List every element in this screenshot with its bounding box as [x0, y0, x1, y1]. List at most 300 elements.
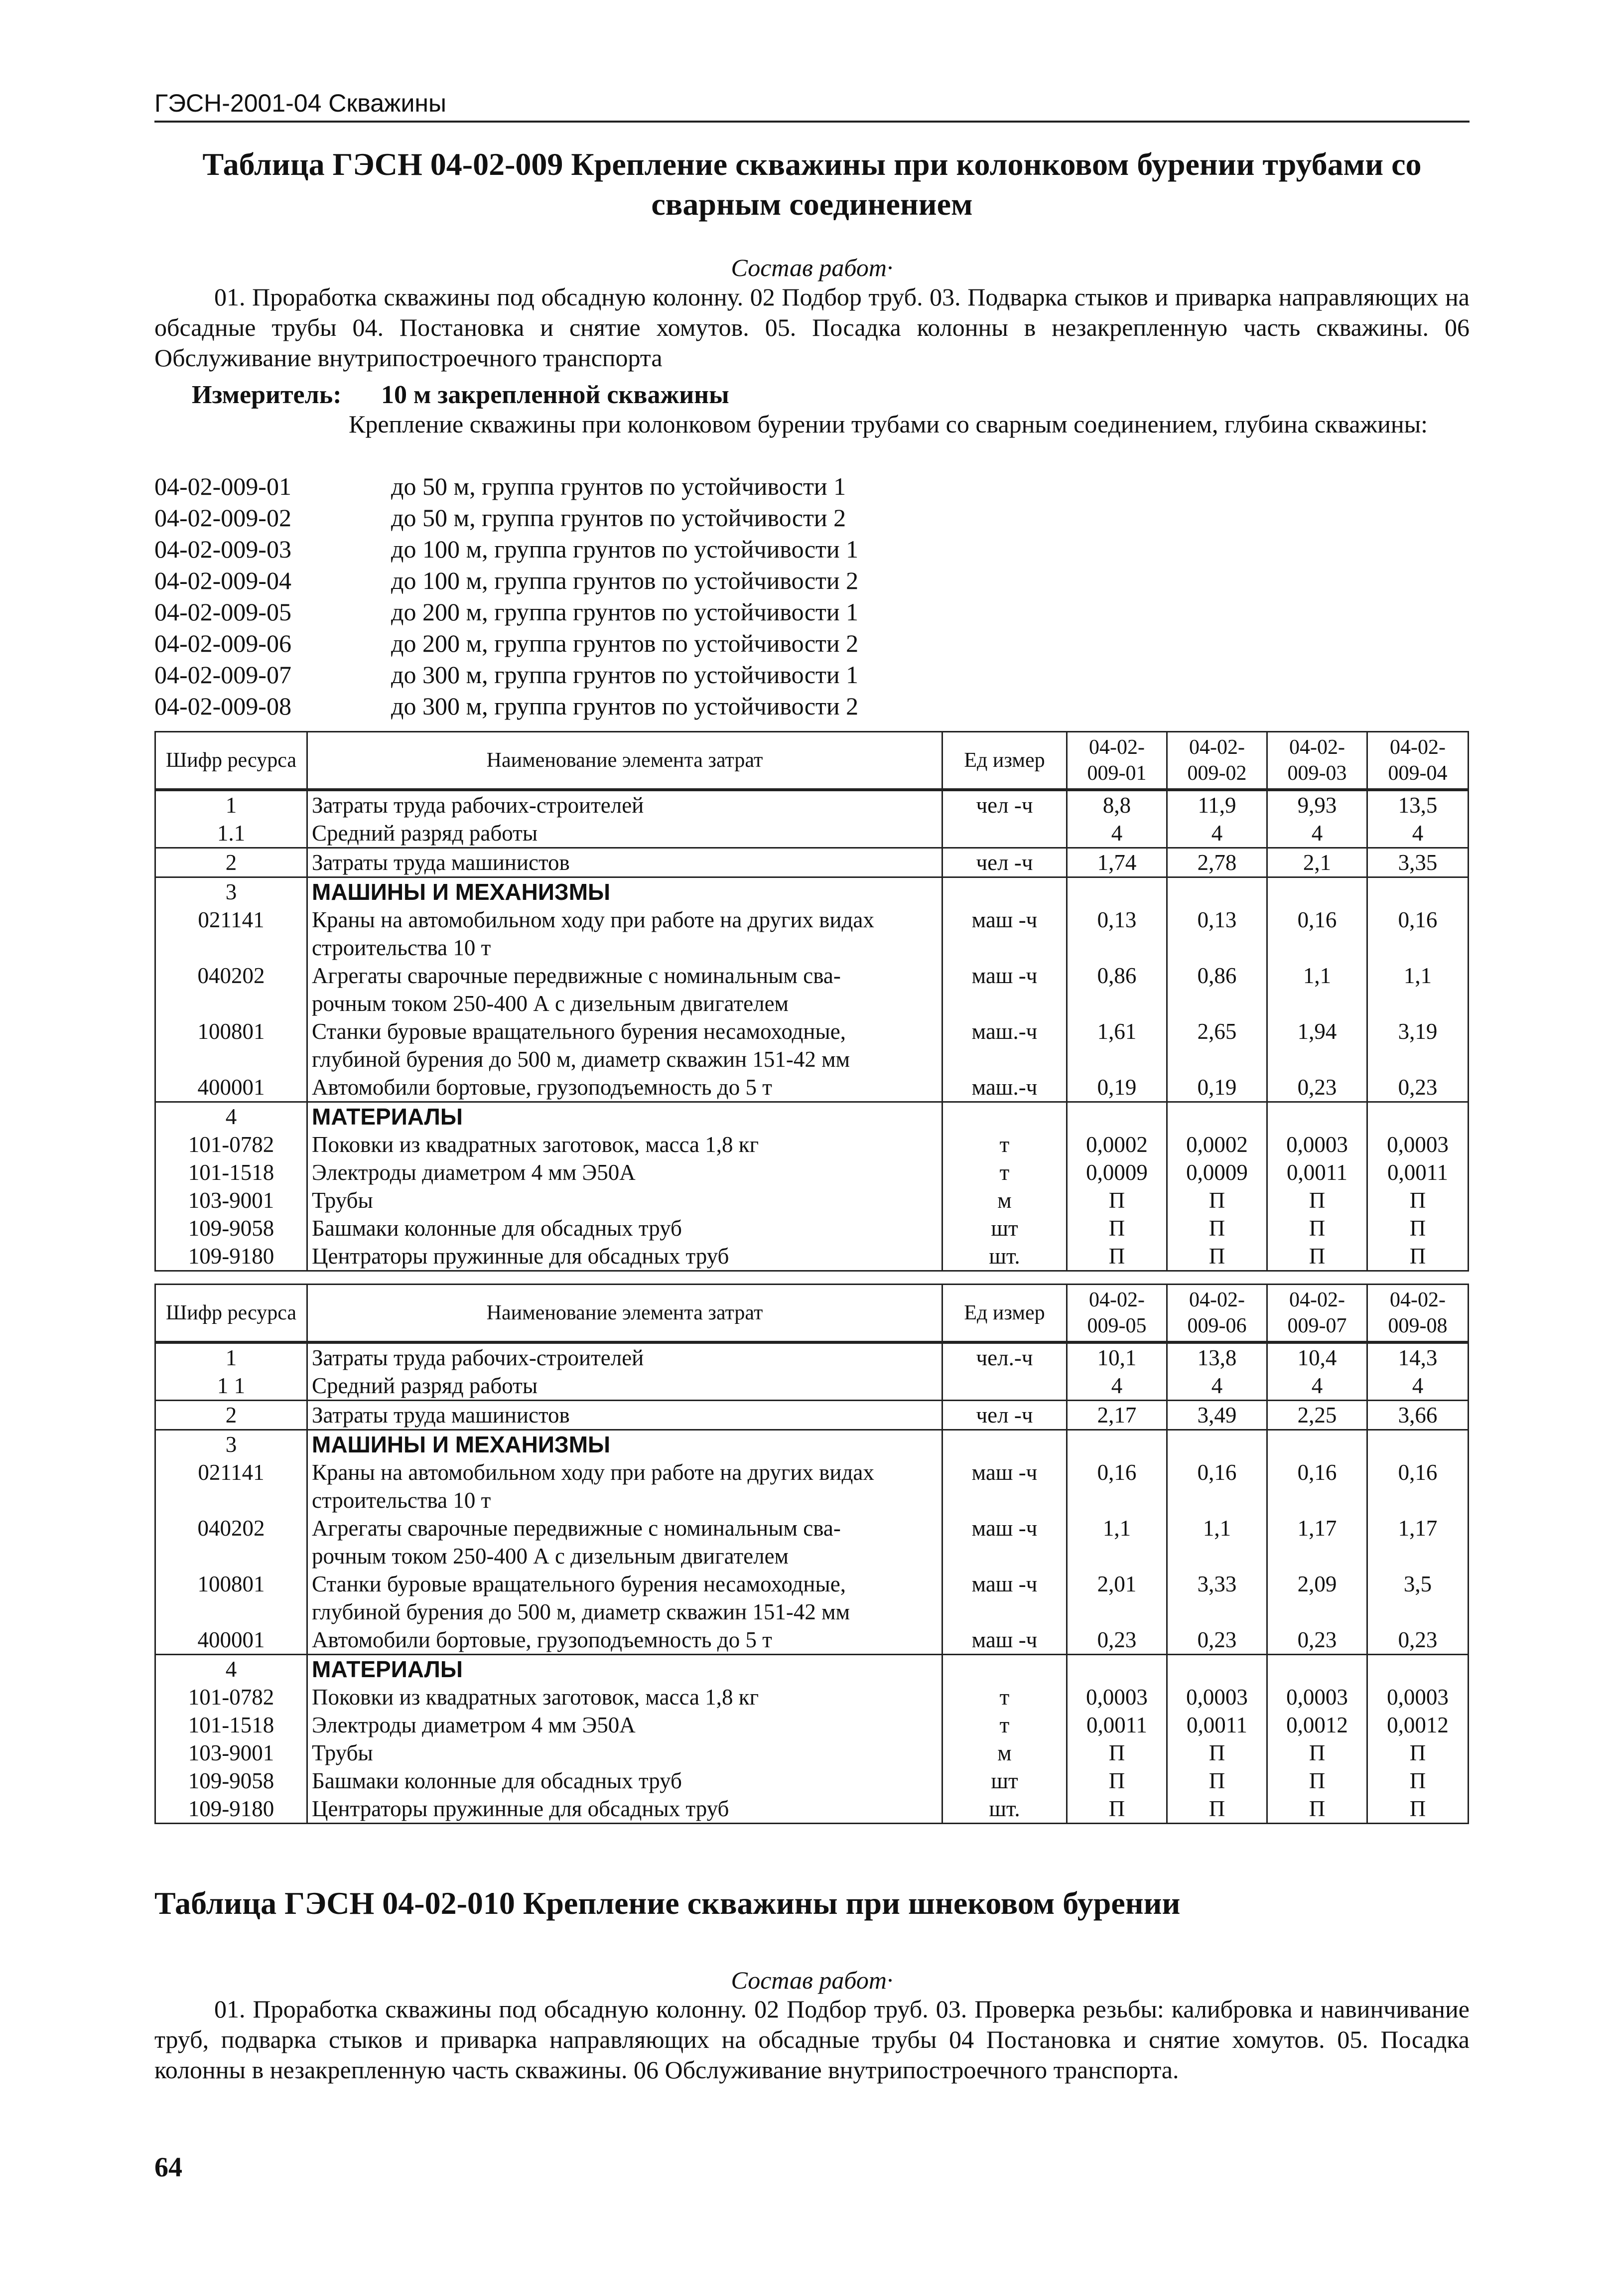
norm-value-cell: 0,16: [1267, 906, 1367, 962]
cost-element-name-line: МАТЕРИАЛЫ: [312, 1656, 463, 1682]
norm-value-cell: 1,1: [1267, 962, 1367, 1017]
norm-value-cell: 4: [1267, 819, 1367, 848]
code-list-item: [154, 596, 858, 628]
cost-element-name-cell: [307, 906, 942, 962]
unit-cell: чел.-ч: [942, 1342, 1067, 1372]
norm-value-cell: 0,0011: [1067, 1711, 1167, 1739]
norm-value-cell: 0,0009: [1067, 1158, 1167, 1186]
resource-code-cell: 109-9180: [155, 1795, 307, 1824]
table-row: [155, 1372, 1469, 1401]
cost-element-name-cell: [307, 790, 942, 819]
norm-value-cell: П: [1067, 1214, 1167, 1242]
resource-code-cell: 3: [155, 877, 307, 906]
column-header-resource-code: Шифр ресурса: [155, 732, 307, 790]
page-number: 64: [154, 2152, 182, 2183]
cost-element-name-line: Поковки из квадратных заготовок, масса 1,8 кг: [312, 1132, 759, 1157]
table-row: [155, 790, 1469, 819]
norm-value-cell: 0,16: [1367, 906, 1469, 962]
resource-code-cell: 101-1518: [155, 1158, 307, 1186]
resource-code-cell: 400001: [155, 1073, 307, 1102]
norm-value-cell: 2,17: [1067, 1401, 1167, 1430]
unit-cell: [942, 1102, 1067, 1131]
resource-code-cell: 021141: [155, 1458, 307, 1514]
resource-code-cell: 109-9058: [155, 1767, 307, 1795]
cost-element-name-cell: [307, 1626, 942, 1655]
norm-value-cell: П: [1267, 1739, 1367, 1767]
cost-element-name-line: Затраты труда рабочих-строителей: [312, 1345, 644, 1370]
unit-cell: чел -ч: [942, 1401, 1067, 1430]
norm-value-cell: 1,1: [1367, 962, 1469, 1017]
table-row: [155, 1102, 1469, 1131]
norm-value-cell: 0,23: [1167, 1626, 1267, 1655]
unit-cell: маш -ч: [942, 1570, 1067, 1626]
code-list-description: до 50 м, группа грунтов по устойчивости 2: [391, 504, 846, 532]
norm-value-cell: П: [1167, 1767, 1267, 1795]
norm-value-cell: [1067, 1102, 1167, 1131]
cost-element-name-line: Агрегаты сварочные передвижные с номинальным сва-: [312, 1516, 841, 1541]
cost-element-name-cell: [307, 1073, 942, 1102]
table-row: [155, 1655, 1469, 1684]
code-list-item: [154, 534, 858, 565]
table-row: [155, 1430, 1469, 1459]
table-row: [155, 1711, 1469, 1739]
norm-value-cell: [1067, 877, 1167, 906]
norm-value-cell: 3,49: [1167, 1401, 1267, 1430]
cost-element-name-line: Средний разряд работы: [312, 821, 538, 846]
unit-cell: шт.: [942, 1242, 1067, 1271]
cost-element-name-line: глубиной бурения до 500 м, диаметр скважин 151-42 мм: [312, 1047, 850, 1072]
norm-value-cell: П: [1167, 1242, 1267, 1271]
unit-cell: м: [942, 1739, 1067, 1767]
resource-code-cell: 103-9001: [155, 1186, 307, 1214]
resource-code-cell: 100801: [155, 1570, 307, 1626]
column-header-norm-code-line: 009-07: [1287, 1314, 1347, 1337]
norm-value-cell: 0,16: [1067, 1458, 1167, 1514]
column-header-norm-code-line: 04-02-: [1189, 1289, 1245, 1311]
unit-cell: шт.: [942, 1795, 1067, 1824]
code-list-description: до 300 м, группа грунтов по устойчивости 2: [391, 692, 859, 720]
norm-value-cell: 0,23: [1367, 1626, 1469, 1655]
unit-cell: маш.-ч: [942, 1017, 1067, 1073]
cost-element-name-line: Трубы: [312, 1740, 373, 1765]
cost-element-name-cell: [307, 1711, 942, 1739]
unit-cell: маш -ч: [942, 1514, 1067, 1570]
cost-element-name-cell: [307, 1102, 942, 1131]
column-header-norm-code-line: 04-02-: [1289, 1289, 1345, 1311]
code-list-code: 04-02-009-05: [154, 598, 291, 626]
resource-code-cell: 100801: [155, 1017, 307, 1073]
unit-cell: чел -ч: [942, 790, 1067, 819]
norm-value-cell: 8,8: [1067, 790, 1167, 819]
norm-value-cell: 4: [1367, 1372, 1469, 1401]
resource-code-cell: 101-1518: [155, 1711, 307, 1739]
unit-cell: чел -ч: [942, 848, 1067, 877]
measure-unit: [192, 380, 729, 410]
norm-value-cell: 0,0003: [1167, 1683, 1267, 1711]
norm-value-cell: 0,0003: [1367, 1683, 1469, 1711]
resource-code-cell: 101-0782: [155, 1131, 307, 1158]
table-title-line-2: сварным соединением: [651, 186, 973, 222]
norm-value-cell: 1,17: [1267, 1514, 1367, 1570]
unit-cell: т: [942, 1711, 1067, 1739]
resource-code-cell: 040202: [155, 1514, 307, 1570]
cost-element-name-cell: [307, 1017, 942, 1073]
norm-value-cell: 1,94: [1267, 1017, 1367, 1073]
resource-code-cell: 040202: [155, 962, 307, 1017]
unit-cell: [942, 819, 1067, 848]
cost-element-name-line: Автомобили бортовые, грузоподъемность до 5 т: [312, 1627, 772, 1652]
norm-value-cell: [1267, 1430, 1367, 1459]
table-row: [155, 962, 1469, 1017]
code-list-code: 04-02-009-04: [154, 567, 291, 594]
norm-value-cell: П: [1367, 1767, 1469, 1795]
resource-code-cell: 109-9180: [155, 1242, 307, 1271]
norm-value-cell: П: [1367, 1214, 1469, 1242]
table-row: [155, 1626, 1469, 1655]
norm-value-cell: 0,86: [1067, 962, 1167, 1017]
measure-label: Измеритель:: [192, 381, 342, 409]
norm-value-cell: П: [1067, 1186, 1167, 1214]
resource-code-cell: 1: [155, 1342, 307, 1372]
table-title-04-02-010: Таблица ГЭСН 04-02-010 Крепление скважины при шнековом бурении: [154, 1885, 1181, 1921]
unit-cell: шт: [942, 1214, 1067, 1242]
norm-value-cell: 2,09: [1267, 1570, 1367, 1626]
norm-value-cell: 0,0003: [1067, 1683, 1167, 1711]
norm-value-cell: 0,0002: [1167, 1131, 1267, 1158]
code-list-description: до 100 м, группа грунтов по устойчивости 2: [391, 567, 859, 594]
norm-value-cell: 0,23: [1367, 1073, 1469, 1102]
norm-value-cell: П: [1167, 1214, 1267, 1242]
norm-value-cell: 0,0011: [1367, 1158, 1469, 1186]
norm-value-cell: 1,1: [1067, 1514, 1167, 1570]
table-header-row: [155, 732, 1469, 790]
norm-value-cell: 4: [1367, 819, 1469, 848]
norm-value-cell: 2,01: [1067, 1570, 1167, 1626]
composition-heading: Состав работ·: [731, 254, 893, 282]
cost-element-name-line: рочным током 250-400 А с дизельным двигателем: [312, 991, 789, 1016]
cost-element-name-cell: [307, 1683, 942, 1711]
norm-value-cell: 3,5: [1367, 1570, 1469, 1626]
resource-code-cell: 2: [155, 848, 307, 877]
norm-value-cell: 3,35: [1367, 848, 1469, 877]
code-list-item: [154, 659, 858, 691]
column-header-norm-code: [1267, 732, 1367, 790]
norm-value-cell: 0,23: [1267, 1626, 1367, 1655]
resource-code-cell: 400001: [155, 1626, 307, 1655]
column-header-norm-code-line: 04-02-: [1390, 1289, 1446, 1311]
norm-value-cell: П: [1367, 1186, 1469, 1214]
table-row: [155, 848, 1469, 877]
norm-value-cell: 0,13: [1167, 906, 1267, 962]
unit-cell: маш -ч: [942, 962, 1067, 1017]
cost-element-name-line: Центраторы пружинные для обсадных труб: [312, 1796, 729, 1821]
cost-element-name-line: Краны на автомобильном ходу при работе на других видах: [312, 1460, 874, 1485]
cost-element-name-cell: [307, 1458, 942, 1514]
cost-element-name-line: Агрегаты сварочные передвижные с номинальным сва-: [312, 963, 841, 988]
unit-cell: [942, 1655, 1067, 1684]
norm-value-cell: [1167, 1102, 1267, 1131]
norm-value-cell: 3,19: [1367, 1017, 1469, 1073]
table-row: [155, 1214, 1469, 1242]
cost-element-name-cell: [307, 1767, 942, 1795]
column-header-cost-element: Наименование элемента затрат: [307, 732, 942, 790]
cost-element-name-line: Центраторы пружинные для обсадных труб: [312, 1244, 729, 1269]
table-row: [155, 1158, 1469, 1186]
norm-value-cell: 0,16: [1167, 1458, 1267, 1514]
norm-value-cell: [1267, 1102, 1367, 1131]
norm-value-cell: 2,78: [1167, 848, 1267, 877]
column-header-cost-element: Наименование элемента затрат: [307, 1285, 942, 1343]
norm-value-cell: 0,0003: [1267, 1131, 1367, 1158]
cost-element-name-cell: [307, 1372, 942, 1401]
cost-element-name-cell: [307, 1570, 942, 1626]
table-header-row: [155, 1285, 1469, 1343]
norm-value-cell: 0,23: [1067, 1626, 1167, 1655]
norm-value-cell: 0,16: [1267, 1458, 1367, 1514]
cost-element-name-line: Трубы: [312, 1188, 373, 1213]
composition-text: 01. Проработка скважины под обсадную колонну. 02 Подбор труб. 03. Подварка стыков и приварка направляющих на обсадные трубы 04. Постановка и снятие хомутов. 05. Посадка колонны в незакрепленную часть скважины. 06 Обслуживание внутрипостроечного транспорта: [154, 283, 1470, 372]
unit-cell: [942, 1430, 1067, 1459]
cost-element-name-line: Станки буровые вращательного бурения несамоходные,: [312, 1572, 846, 1596]
cost-element-name-line: строительства 10 т: [312, 935, 491, 960]
cost-element-name-cell: [307, 1214, 942, 1242]
norm-value-cell: П: [1367, 1795, 1469, 1824]
code-list-item: [154, 502, 858, 534]
unit-cell: шт: [942, 1767, 1067, 1795]
column-header-norm-code-line: 009-01: [1087, 762, 1147, 785]
code-list: [154, 471, 858, 722]
cost-element-name-cell: [307, 1430, 942, 1459]
cost-element-name-line: Средний разряд работы: [312, 1373, 538, 1398]
cost-element-name-line: Затраты труда рабочих-строителей: [312, 793, 644, 818]
norm-value-cell: 0,19: [1167, 1073, 1267, 1102]
cost-element-name-line: Башмаки колонные для обсадных труб: [312, 1216, 682, 1241]
norm-value-cell: П: [1067, 1767, 1167, 1795]
norm-value-cell: 1,74: [1067, 848, 1167, 877]
norm-value-cell: 0,0003: [1367, 1131, 1469, 1158]
cost-element-name-cell: [307, 1186, 942, 1214]
cost-element-name-line: Затраты труда машинистов: [312, 1403, 570, 1428]
cost-element-name-cell: [307, 1131, 942, 1158]
cost-element-name-line: глубиной бурения до 500 м, диаметр скважин 151-42 мм: [312, 1599, 850, 1624]
norm-value-cell: [1167, 1655, 1267, 1684]
code-list-code: 04-02-009-02: [154, 504, 291, 532]
cost-element-name-line: Затраты труда машинистов: [312, 850, 570, 875]
code-list-item: [154, 691, 858, 722]
norm-value-cell: [1267, 877, 1367, 906]
norm-value-cell: 4: [1167, 1372, 1267, 1401]
unit-cell: маш.-ч: [942, 1073, 1067, 1102]
norm-value-cell: П: [1167, 1186, 1267, 1214]
norm-value-cell: [1267, 1655, 1367, 1684]
code-list-description: до 200 м, группа грунтов по устойчивости 1: [391, 598, 859, 626]
table-title-line-1: Таблица ГЭСН 04-02-009 Крепление скважины при колонковом бурении трубами со: [202, 146, 1422, 182]
table-row: [155, 1514, 1469, 1570]
code-list-description: до 50 м, группа грунтов по устойчивости 1: [391, 472, 846, 500]
composition-text-2: 01. Проработка скважины под обсадную колонну. 02 Подбор труб. 03. Проверка резьбы: калибровка и навинчивание труб, подварка стыков и приварка направляющих на обсадные трубы 04 Постановка и снятие хомутов. 05. Посадка колонны в незакрепленную часть скважины. 06 Обслуживание внутрипостроечного транспорта.: [154, 1995, 1470, 2084]
cost-element-name-cell: [307, 1655, 942, 1684]
norm-value-cell: [1167, 1430, 1267, 1459]
unit-cell: т: [942, 1158, 1067, 1186]
column-header-norm-code: [1367, 1285, 1469, 1343]
code-list-code: 04-02-009-01: [154, 472, 291, 500]
column-header-resource-code: Шифр ресурса: [155, 1285, 307, 1343]
norm-value-cell: 2,1: [1267, 848, 1367, 877]
cost-element-name-line: Башмаки колонные для обсадных труб: [312, 1768, 682, 1793]
table-row: [155, 1342, 1469, 1372]
table-row: [155, 906, 1469, 962]
code-list-item: [154, 628, 858, 659]
norm-value-cell: 10,4: [1267, 1342, 1367, 1372]
norm-value-cell: 14,3: [1367, 1342, 1469, 1372]
cost-element-name-cell: [307, 1342, 942, 1372]
norm-value-cell: П: [1267, 1214, 1367, 1242]
resource-code-cell: 2: [155, 1401, 307, 1430]
code-list-code: 04-02-009-08: [154, 692, 291, 720]
resource-code-cell: 103-9001: [155, 1739, 307, 1767]
column-header-norm-code-line: 009-03: [1287, 762, 1347, 785]
column-header-norm-code-line: 009-08: [1388, 1314, 1448, 1337]
unit-cell: маш -ч: [942, 906, 1067, 962]
resource-code-cell: 3: [155, 1430, 307, 1459]
column-header-norm-code: [1167, 1285, 1267, 1343]
resource-code-cell: 1 1: [155, 1372, 307, 1401]
resource-code-cell: 1: [155, 790, 307, 819]
norm-value-cell: 11,9: [1167, 790, 1267, 819]
cost-element-name-line: строительства 10 т: [312, 1488, 491, 1513]
norm-value-cell: П: [1267, 1186, 1367, 1214]
norm-value-cell: 4: [1067, 819, 1167, 848]
norm-value-cell: 1,17: [1367, 1514, 1469, 1570]
norm-value-cell: 0,0012: [1367, 1711, 1469, 1739]
cost-element-name-cell: [307, 1514, 942, 1570]
unit-cell: т: [942, 1131, 1067, 1158]
norm-value-cell: 0,0009: [1167, 1158, 1267, 1186]
norm-value-cell: [1067, 1430, 1167, 1459]
table-row: [155, 1401, 1469, 1430]
norm-value-cell: 1,1: [1167, 1514, 1267, 1570]
norm-value-cell: 2,65: [1167, 1017, 1267, 1073]
table-row: [155, 1186, 1469, 1214]
resource-table-2: [154, 1284, 1469, 1824]
cost-element-name-line: МАТЕРИАЛЫ: [312, 1104, 463, 1130]
norm-value-cell: 0,0003: [1267, 1683, 1367, 1711]
table-row: [155, 1767, 1469, 1795]
column-header-norm-code-line: 04-02-: [1189, 736, 1245, 759]
cost-element-name-cell: [307, 1795, 942, 1824]
code-list-description: до 300 м, группа грунтов по устойчивости 1: [391, 661, 859, 689]
column-header-norm-code: [1167, 732, 1267, 790]
norm-value-cell: П: [1367, 1242, 1469, 1271]
unit-cell: [942, 1372, 1067, 1401]
column-header-norm-code-line: 04-02-: [1289, 736, 1345, 759]
code-list-description: до 200 м, группа грунтов по устойчивости 2: [391, 629, 859, 657]
code-list-description: до 100 м, группа грунтов по устойчивости 1: [391, 535, 859, 563]
norm-value-cell: 0,19: [1067, 1073, 1167, 1102]
cost-element-name-line: Электроды диаметром 4 мм Э50А: [312, 1160, 636, 1185]
cost-element-name-cell: [307, 1158, 942, 1186]
codes-intro: Крепление скважины при колонковом бурении трубами со сварным соединением, глубина скважины:: [349, 410, 1428, 438]
cost-element-name-cell: [307, 1739, 942, 1767]
cost-element-name-line: Краны на автомобильном ходу при работе на других видах: [312, 907, 874, 932]
code-list-code: 04-02-009-07: [154, 661, 291, 689]
code-list-code: 04-02-009-03: [154, 535, 291, 563]
unit-cell: маш -ч: [942, 1626, 1067, 1655]
norm-value-cell: П: [1067, 1795, 1167, 1824]
norm-value-cell: П: [1267, 1795, 1367, 1824]
table-row: [155, 1795, 1469, 1824]
table-row: [155, 1242, 1469, 1271]
column-header-norm-code-line: 009-06: [1187, 1314, 1247, 1337]
cost-element-name-line: МАШИНЫ И МЕХАНИЗМЫ: [312, 1432, 611, 1457]
unit-cell: [942, 877, 1067, 906]
norm-value-cell: [1367, 1102, 1469, 1131]
norm-value-cell: 3,66: [1367, 1401, 1469, 1430]
cost-element-name-cell: [307, 819, 942, 848]
resource-code-cell: 021141: [155, 906, 307, 962]
code-list-code: 04-02-009-06: [154, 629, 291, 657]
norm-value-cell: 0,0002: [1067, 1131, 1167, 1158]
column-header-norm-code-line: 009-05: [1087, 1314, 1147, 1337]
norm-value-cell: П: [1367, 1739, 1469, 1767]
resource-code-cell: 109-9058: [155, 1214, 307, 1242]
column-header-norm-code-line: 009-02: [1187, 762, 1247, 785]
norm-value-cell: П: [1067, 1242, 1167, 1271]
norm-value-cell: 9,93: [1267, 790, 1367, 819]
unit-cell: м: [942, 1186, 1067, 1214]
norm-value-cell: [1367, 1430, 1469, 1459]
cost-element-name-cell: [307, 1242, 942, 1271]
table-row: [155, 1739, 1469, 1767]
table-row: [155, 819, 1469, 848]
measure-value: 10 м закрепленной скважины: [381, 381, 729, 409]
code-list-item: [154, 565, 858, 596]
unit-cell: т: [942, 1683, 1067, 1711]
resource-code-cell: 4: [155, 1102, 307, 1131]
resource-table-1: [154, 731, 1469, 1272]
cost-element-name-line: Электроды диаметром 4 мм Э50А: [312, 1713, 636, 1737]
column-header-unit: Ед измер: [942, 732, 1067, 790]
norm-value-cell: 0,13: [1067, 906, 1167, 962]
norm-value-cell: П: [1167, 1795, 1267, 1824]
norm-value-cell: 4: [1167, 819, 1267, 848]
table-row: [155, 1570, 1469, 1626]
table-title-04-02-009: [154, 144, 1470, 224]
norm-value-cell: 0,16: [1367, 1458, 1469, 1514]
cost-element-name-cell: [307, 962, 942, 1017]
norm-value-cell: П: [1167, 1739, 1267, 1767]
column-header-norm-code-line: 04-02-: [1089, 1289, 1145, 1311]
norm-value-cell: 2,25: [1267, 1401, 1367, 1430]
norm-value-cell: 0,23: [1267, 1073, 1367, 1102]
running-header: ГЭСН-2001-04 Скважины: [154, 89, 1470, 123]
composition-heading-2: Состав работ·: [731, 1966, 893, 1994]
cost-element-name-cell: [307, 848, 942, 877]
column-header-norm-code-line: 009-04: [1388, 762, 1448, 785]
table-row: [155, 1073, 1469, 1102]
unit-cell: маш -ч: [942, 1458, 1067, 1514]
resource-code-cell: 4: [155, 1655, 307, 1684]
cost-element-name-line: Станки буровые вращательного бурения несамоходные,: [312, 1019, 846, 1044]
column-header-norm-code-line: 04-02-: [1089, 736, 1145, 759]
norm-value-cell: 0,0011: [1267, 1158, 1367, 1186]
column-header-norm-code: [1367, 732, 1469, 790]
norm-value-cell: 3,33: [1167, 1570, 1267, 1626]
norm-value-cell: [1167, 877, 1267, 906]
norm-value-cell: 13,5: [1367, 790, 1469, 819]
cost-element-name-line: Поковки из квадратных заготовок, масса 1,8 кг: [312, 1685, 759, 1710]
cost-element-name-line: МАШИНЫ И МЕХАНИЗМЫ: [312, 879, 611, 905]
